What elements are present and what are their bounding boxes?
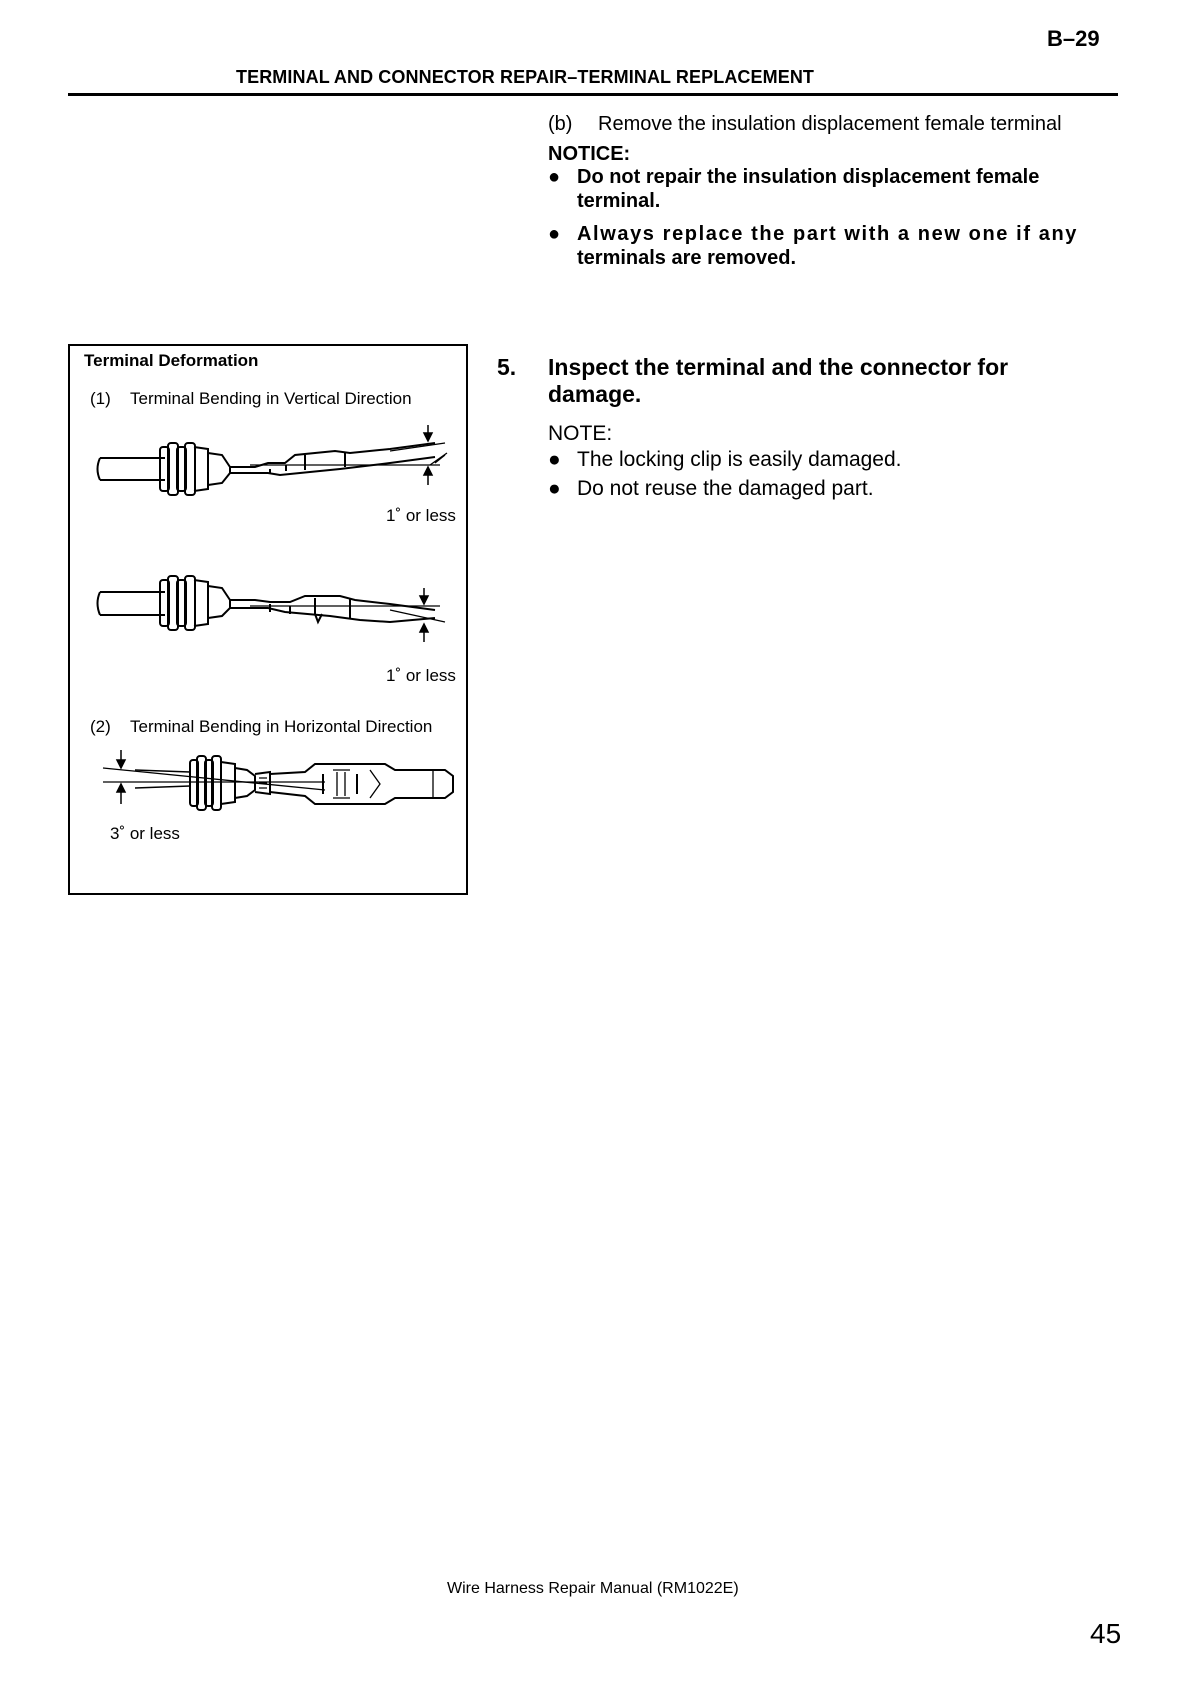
terminal-vertical-bend-up-drawing xyxy=(90,425,460,505)
note-item-text: The locking clip is easily damaged. xyxy=(577,448,902,471)
bullet-icon: ● xyxy=(548,223,561,245)
step-5-line: damage. xyxy=(548,381,642,407)
section-title: TERMINAL AND CONNECTOR REPAIR–TERMINAL REPLACEMENT xyxy=(236,67,815,87)
notice-item-line: Always replace the part with a new one if any xyxy=(577,223,1079,245)
figure-subtitle-1: (1) Terminal Bending in Vertical Direction xyxy=(90,389,412,408)
notice-item-line: Do not repair the insulation displacement female xyxy=(577,166,1040,188)
notice-item-line: terminals are removed. xyxy=(577,247,796,269)
figure-subtitle-2: (2) Terminal Bending in Horizontal Direction xyxy=(90,717,433,736)
bullet-icon: ● xyxy=(548,477,561,500)
header-rule xyxy=(68,93,1118,96)
step-5-number: 5. xyxy=(497,354,517,380)
notice-item-line: terminal. xyxy=(577,190,661,212)
footer-manual-title: Wire Harness Repair Manual (RM1022E) xyxy=(447,1580,739,1597)
page-number: 45 xyxy=(1090,1618,1122,1649)
figure-title: Terminal Deformation xyxy=(84,351,259,370)
angle-label-2: 1˚ or less xyxy=(386,666,456,685)
step-b-text: Remove the insulation displacement female terminal xyxy=(598,113,1062,135)
notice-heading: NOTICE: xyxy=(548,143,631,165)
step-b xyxy=(548,112,1062,136)
page-code: B–29 xyxy=(1047,26,1100,51)
angle-label-1: 1˚ or less xyxy=(386,506,456,525)
angle-label-3: 3˚ or less xyxy=(110,824,180,843)
note-heading: NOTE: xyxy=(548,422,613,445)
bullet-icon: ● xyxy=(548,448,561,471)
note-item-text: Do not reuse the damaged part. xyxy=(577,477,874,500)
terminal-horizontal-bend-drawing xyxy=(95,750,465,820)
step-5-line: Inspect the terminal and the connector for xyxy=(548,354,1009,380)
step-b-label: (b) xyxy=(548,113,573,135)
bullet-icon: ● xyxy=(548,166,561,188)
terminal-vertical-bend-down-drawing xyxy=(90,570,460,655)
